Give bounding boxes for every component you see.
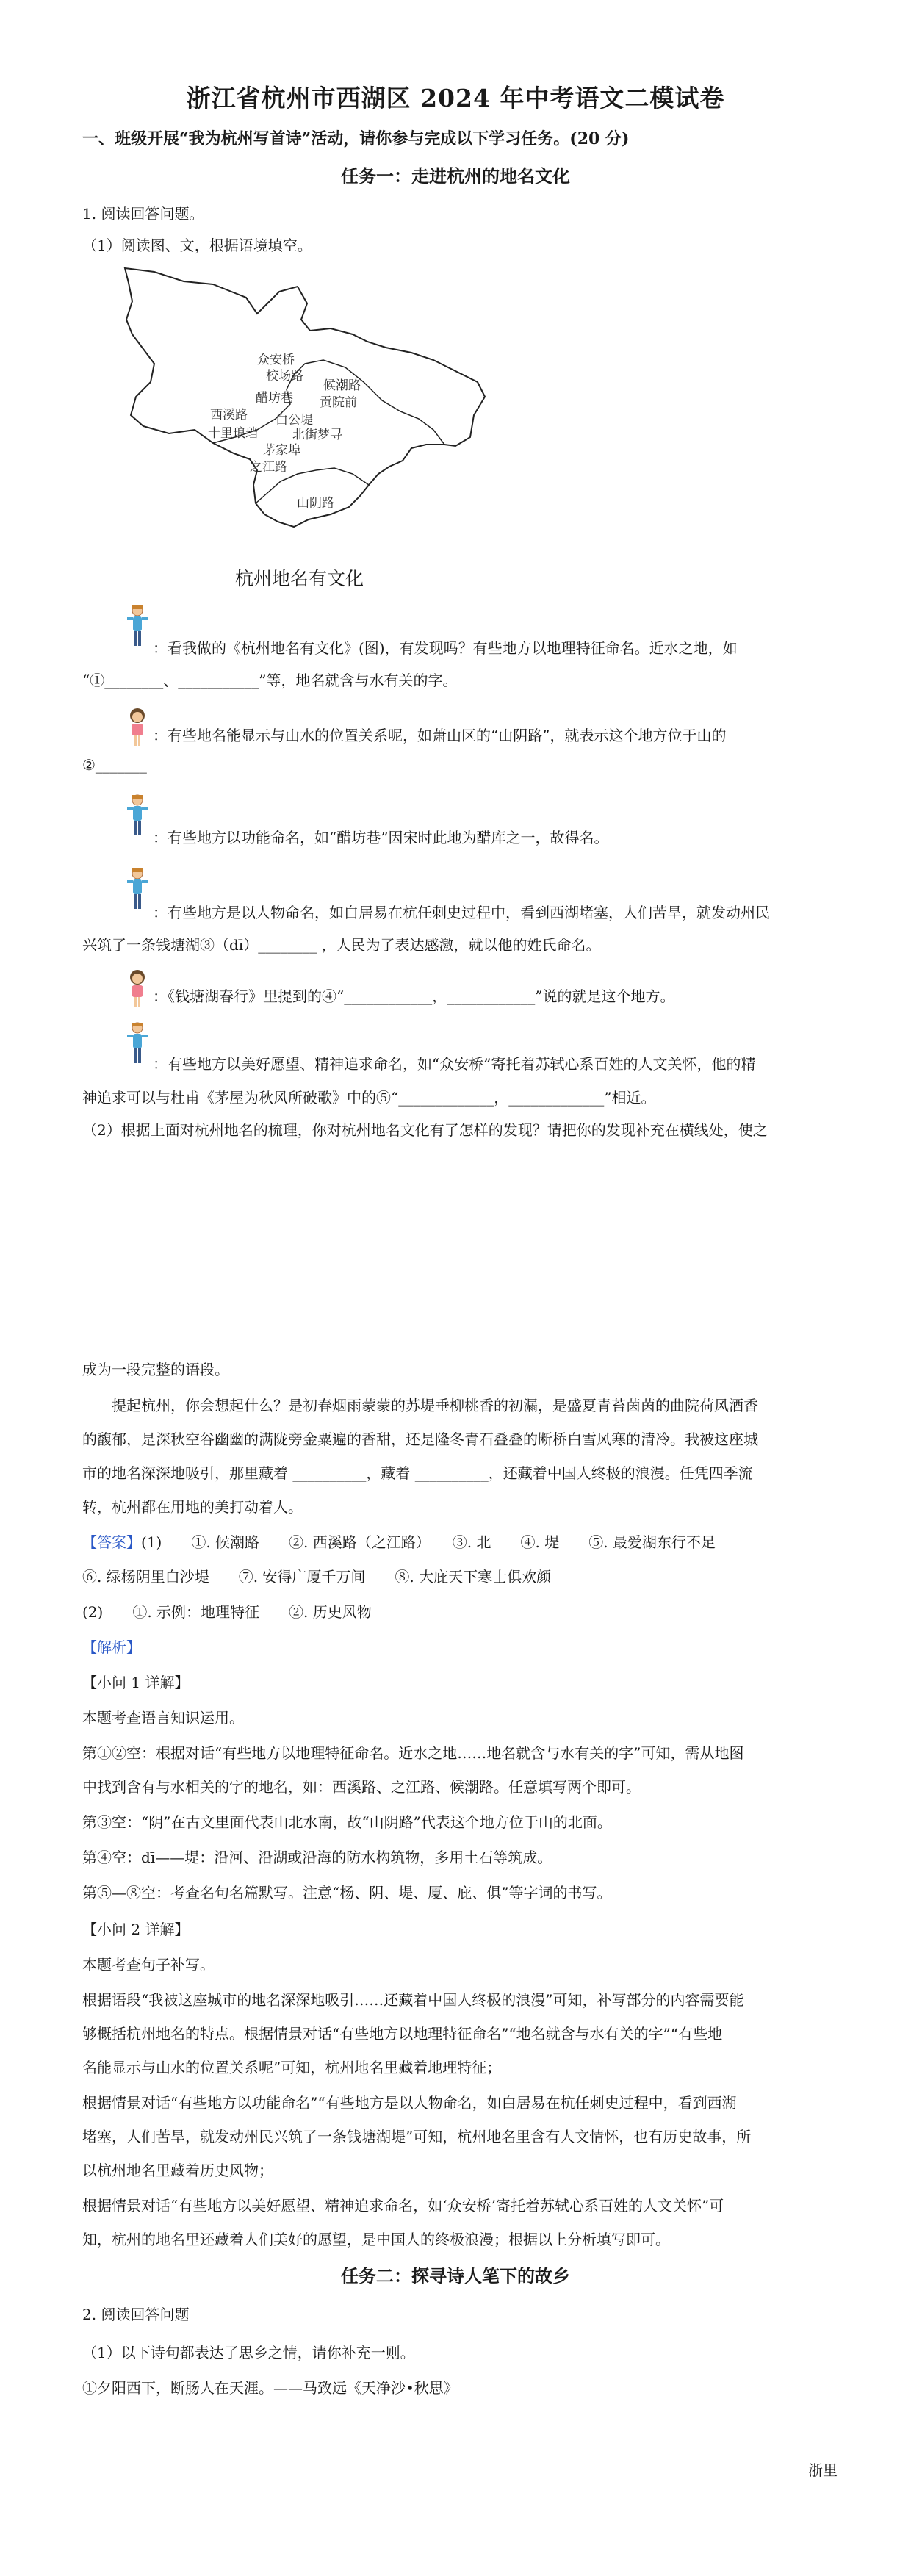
dialog-6-line-1: ：有些地方以美好愿望、精神追求命名，如“众安桥”寄托着苏轼心系百姓的人文关怀，他的精 — [153, 1055, 756, 1073]
analysis-line-1: 【小问 1 详解】 — [82, 1674, 190, 1691]
girl-avatar-icon — [125, 968, 150, 1014]
dialog-4-line-2: 兴筑了一条钱塘湖③（dī）________ ，人民为了表达感激，就以他的姓氏命名。 — [82, 936, 601, 954]
map-label-beijiemengxun: 北街梦寻 — [292, 428, 342, 442]
map-label-xixilu: 西溪路 — [210, 408, 248, 422]
analysis-line-13: 根据情景对话“有些地方以功能命名”“有些地方是以人物命名，如白居易在杭任刺史过程中，看到西湖 — [82, 2094, 737, 2112]
passage-line-4: 转，杭州都在用地的美打动着人。 — [82, 1498, 303, 1516]
map-label-zhijianglu: 之江路 — [250, 460, 287, 475]
analysis-line-10: 根据语段“我被这座城市的地名深深地吸引……还藏着中国人终极的浪漫”可知，补写部分的内容需要能 — [82, 1991, 744, 2009]
question-1-2-end: 成为一段完整的语段。 — [82, 1361, 229, 1378]
passage-line-2: 的馥郁，是深秋空谷幽幽的满陇旁金粟遍的香甜，还是隆冬青石叠叠的断桥白雪风寒的清冷。我被这座城 — [82, 1431, 758, 1448]
analysis-line-9: 本题考查句子补写。 — [82, 1956, 215, 1974]
analysis-line-15: 以杭州地名里藏着历史风物； — [82, 2162, 273, 2179]
dialog-1-line-2: “①________、___________”等，地名就含与水有关的字。 — [82, 672, 458, 689]
doc-title: 浙江省杭州市西湖区 2024 年中考语文二模试卷 — [186, 84, 725, 112]
question-1-1: （1）阅读图、文，根据语境填空。 — [82, 237, 312, 254]
map-label-shililangdang: 十里琅珰 — [208, 426, 258, 441]
dialog-3-line-1: ：有些地方以功能命名，如“醋坊巷”因宋时此地为醋库之一，故得名。 — [153, 829, 609, 846]
analysis-line-4: 中找到含有与水相关的字的地名，如：西溪路、之江路、候潮路。任意填写两个即可。 — [82, 1778, 641, 1796]
hangzhou-map-figure — [110, 261, 500, 555]
analysis-line-14: 堵塞，人们苦旱，就发动州民兴筑了一条钱塘湖堤”可知，杭州地名里含有人文情怀，也有历史故事，所 — [82, 2128, 752, 2145]
question-1-2: （2）根据上面对杭州地名的梳理，你对杭州地名文化有了怎样的发现？请把你的发现补充在横线处，使之 — [82, 1121, 768, 1139]
passage-line-1: 提起杭州，你会想起什么？是初春烟雨蒙蒙的苏堤垂柳桃香的初漏，是盛夏青苔茵茵的曲院荷风酒香 — [112, 1397, 758, 1414]
analysis-label: 【解析】 — [82, 1638, 141, 1656]
boy-avatar-icon — [125, 794, 150, 839]
page-footer: 浙里 — [808, 2461, 838, 2479]
analysis-line-12: 名能显示与山水的位置关系呢”可知，杭州地名里藏着地理特征； — [82, 2059, 502, 2076]
answer-line-3: (2) ①. 示例：地理特征 ②. 历史风物 — [82, 1603, 372, 1621]
question-1: 1. 阅读回答问题。 — [82, 205, 204, 223]
task-heading-2: 任务二：探寻诗人笔下的故乡 — [341, 2265, 570, 2287]
analysis-line-6: 第④空：dī——堤：沿河、沿湖或沿海的防水构筑物，多用土石等筑成。 — [82, 1849, 552, 1866]
map-label-cufangxiang: 醋坊巷 — [256, 391, 293, 406]
map-label-xiaochanglu: 校场路 — [266, 369, 303, 384]
map-label-shanyinlu: 山阴路 — [297, 496, 334, 511]
girl-avatar-icon — [125, 707, 150, 752]
dialog-4-line-1: ：有些地方是以人物命名，如白居易在杭任刺史过程中，看到西湖堵塞，人们苦旱，就发动州民 — [153, 904, 770, 921]
map-label-zhonganqiao: 众安桥 — [257, 353, 295, 367]
answer-line-1: (1) ①. 候潮路 ②. 西溪路（之江路） ③. 北 ④. 堤 ⑤. 最爱湖东行不足 — [141, 1533, 716, 1551]
dialog-2-line-2: ②_______ — [82, 756, 147, 774]
dialog-5-line-1: ：《钱塘湖春行》里提到的④“____________，____________”说的就是这个地方。 — [153, 987, 675, 1005]
analysis-line-8: 【小问 2 详解】 — [82, 1921, 190, 1938]
question-2-1: （1）以下诗句都表达了思乡之情，请你补充一则。 — [82, 2344, 415, 2361]
boy-avatar-icon — [125, 604, 150, 650]
analysis-line-7: 第⑤—⑧空：考查名句名篇默写。注意“杨、阴、堤、厦、庇、俱”等字词的书写。 — [82, 1884, 612, 1902]
section-heading: 一、班级开展“我为杭州写首诗”活动，请你参与完成以下学习任务。(20 分) — [82, 129, 630, 148]
dialog-2-line-1: ：有些地名能显示与山水的位置关系呢，如萧山区的“山阴路”，就表示这个地方位于山的 — [153, 727, 727, 744]
map-outline — [125, 268, 485, 527]
analysis-line-11: 够概括杭州地名的特点。根据情景对话“有些地方以地理特征命名”“地名就含与水有关的字”“有些地 — [82, 2025, 723, 2043]
map-label-houchaolu: 候潮路 — [323, 378, 361, 393]
map-label-baigongdi: 白公堤 — [276, 413, 313, 428]
passage-line-3: 市的地名深深地吸引，那里藏着 __________，藏着 __________，还藏着中国人终极的浪漫。任凭四季流 — [82, 1464, 753, 1482]
analysis-line-3: 第①②空：根据对话“有些地方以地理特征命名。近水之地……地名就含与水有关的字”可知，需从地图 — [82, 1744, 744, 1762]
answer-line-2: ⑥. 绿杨阴里白沙堤 ⑦. 安得广厦千万间 ⑧. 大庇天下寒士俱欢颜 — [82, 1568, 552, 1586]
task-heading-1: 任务一：走进杭州的地名文化 — [341, 165, 570, 187]
answer-label: 【答案】 — [82, 1533, 141, 1551]
analysis-line-2: 本题考查语言知识运用。 — [82, 1709, 244, 1727]
dialog-6-line-2: 神追求可以与杜甫《茅屋为秋风所破歌》中的⑤“_____________，_____________”相近。 — [82, 1089, 656, 1107]
boy-avatar-icon — [125, 867, 150, 913]
map-label-gongyuanqian: 贡院前 — [320, 395, 357, 410]
boy-avatar-icon — [125, 1021, 150, 1067]
analysis-line-5: 第③空：“阴”在古文里面代表山北水南，故“山阴路”代表这个地方位于山的北面。 — [82, 1813, 612, 1831]
answer-block — [82, 1530, 716, 1552]
dialog-1-line-1: ：看我做的《杭州地名有文化》(图)，有发现吗？有些地方以地理特征命名。近水之地，如 — [153, 639, 738, 657]
analysis-line-16: 根据情景对话“有些地方以美好愿望、精神追求命名，如‘众安桥’寄托着苏轼心系百姓的人文关怀”可 — [82, 2197, 724, 2215]
map-label-maojiabu: 茅家埠 — [263, 443, 300, 458]
question-2: 2. 阅读回答问题 — [82, 2306, 190, 2323]
map-caption: 杭州地名有文化 — [235, 568, 364, 589]
analysis-line-17: 知，杭州的地名里还藏着人们美好的愿望，是中国人的终极浪漫；根据以上分析填写即可。 — [82, 2231, 670, 2248]
poem-line: ①夕阳西下，断肠人在天涯。——马致远《天净沙•秋思》 — [82, 2379, 458, 2397]
